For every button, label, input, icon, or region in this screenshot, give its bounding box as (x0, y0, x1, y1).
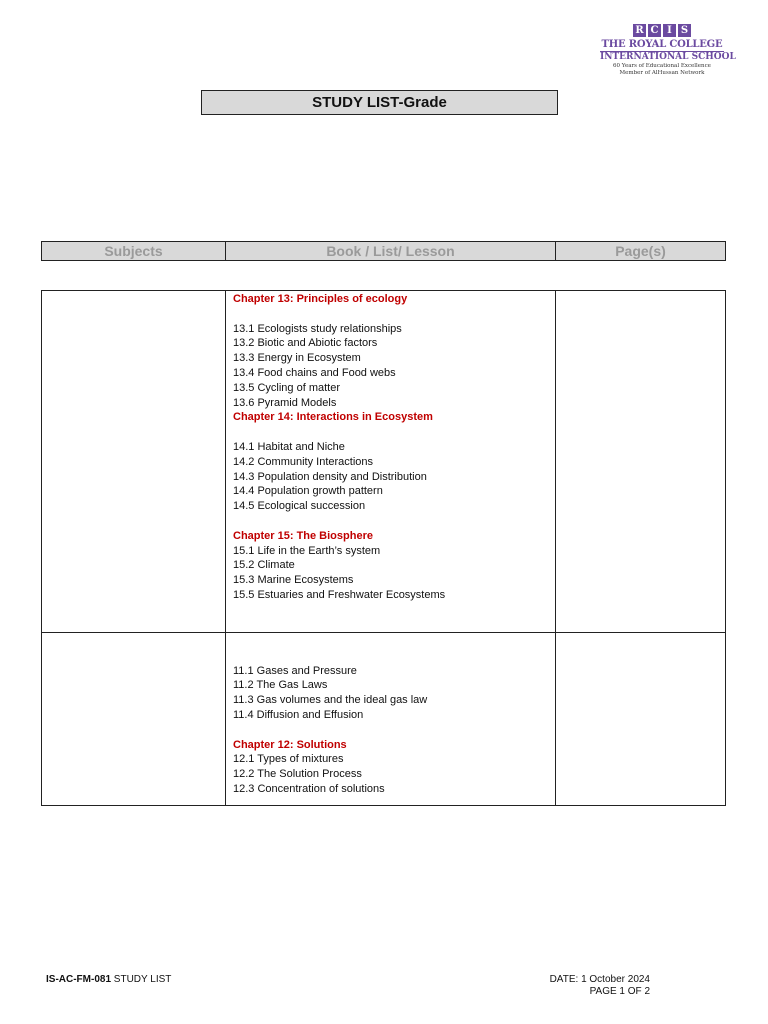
subject-cell (42, 633, 226, 805)
logo-letter: S (678, 24, 691, 37)
lesson-item: 11.1 Gases and Pressure (233, 664, 357, 677)
lesson-item: 13.1 Ecologists study relationships (233, 322, 402, 335)
lessons-cell (226, 291, 556, 632)
lesson-item: 13.2 Biotic and Abiotic factors (233, 337, 378, 350)
subject-cell (42, 291, 226, 632)
lesson-item: 12.3 Concentration of solutions (233, 782, 385, 795)
form-doc-name: STUDY LIST (113, 974, 172, 985)
lesson-item: 15.2 Climate (233, 559, 295, 572)
lesson-item: 14.1 Habitat and Niche (233, 440, 345, 453)
page-title: STUDY LIST-Grade (201, 90, 558, 115)
lesson-item: 11.2 The Gas Laws (233, 679, 328, 692)
logo-letters (600, 24, 724, 37)
blank-line (233, 514, 555, 529)
logo-network: Member of AlHussan Network (619, 70, 705, 76)
blank-line (233, 634, 555, 649)
chapter-heading: Chapter 15: The Biosphere (233, 529, 373, 542)
table-row (42, 291, 725, 632)
lesson-item: 12.1 Types of mixtures (233, 753, 344, 766)
logo-letter: I (663, 24, 676, 37)
logo-college-name: THE ROYAL COLLEGE (601, 39, 723, 50)
logo-tagline: 60 Years of Educational Excellence (613, 63, 711, 69)
header-subjects: Subjects (42, 242, 226, 260)
form-code: IS-AC-FM-081 (46, 974, 112, 985)
lesson-item: 13.6 Pyramid Models (233, 396, 337, 409)
lesson-item: 15.5 Estuaries and Freshwater Ecosystems (233, 588, 446, 601)
lesson-item: 14.4 Population growth pattern (233, 485, 383, 498)
school-logo (600, 24, 736, 80)
lesson-item: 13.4 Food chains and Food webs (233, 366, 396, 379)
header-book-list-lesson: Book / List/ Lesson (226, 242, 556, 260)
chapter-heading: Chapter 12: Solutions (233, 738, 347, 751)
logo-letter: R (633, 24, 646, 37)
table-row (42, 632, 725, 805)
lesson-item: 15.1 Life in the Earth’s system (233, 544, 381, 557)
blank-line (233, 723, 555, 738)
lesson-item: 12.2 The Solution Process (233, 768, 362, 781)
lessons-cell (226, 633, 556, 805)
logo-school-name: INTERNATIONAL SCHOOL (600, 52, 736, 62)
chapter-heading: Chapter 14: Interactions in Ecosystem (233, 411, 433, 424)
table-header (41, 241, 726, 261)
footer-page-number: PAGE 1 OF 2 (589, 986, 650, 997)
logo-letter: C (648, 24, 661, 37)
header-pages: Page(s) (615, 243, 666, 259)
lesson-item: 11.4 Diffusion and Effusion (233, 708, 364, 721)
footer-date: DATE: 1 October 2024 (549, 974, 650, 985)
blank-line (233, 307, 555, 322)
pages-cell (556, 633, 725, 805)
study-list-table (41, 290, 726, 806)
footer-date-page (532, 974, 650, 998)
blank-line (233, 425, 555, 440)
pages-cell (556, 291, 725, 632)
blank-line (233, 649, 555, 664)
lesson-item: 14.3 Population density and Distribution (233, 470, 427, 483)
lesson-item: 14.5 Ecological succession (233, 500, 366, 513)
lesson-item: 13.5 Cycling of matter (233, 381, 340, 394)
lesson-item: 13.3 Energy in Ecosystem (233, 352, 361, 365)
lesson-item: 11.3 Gas volumes and the ideal gas law (233, 694, 428, 707)
lesson-item: 14.2 Community Interactions (233, 455, 374, 468)
lesson-item: 15.3 Marine Ecosystems (233, 574, 354, 587)
footer-form-code (46, 974, 171, 985)
chapter-heading: Chapter 13: Principles of ecology (233, 293, 408, 305)
